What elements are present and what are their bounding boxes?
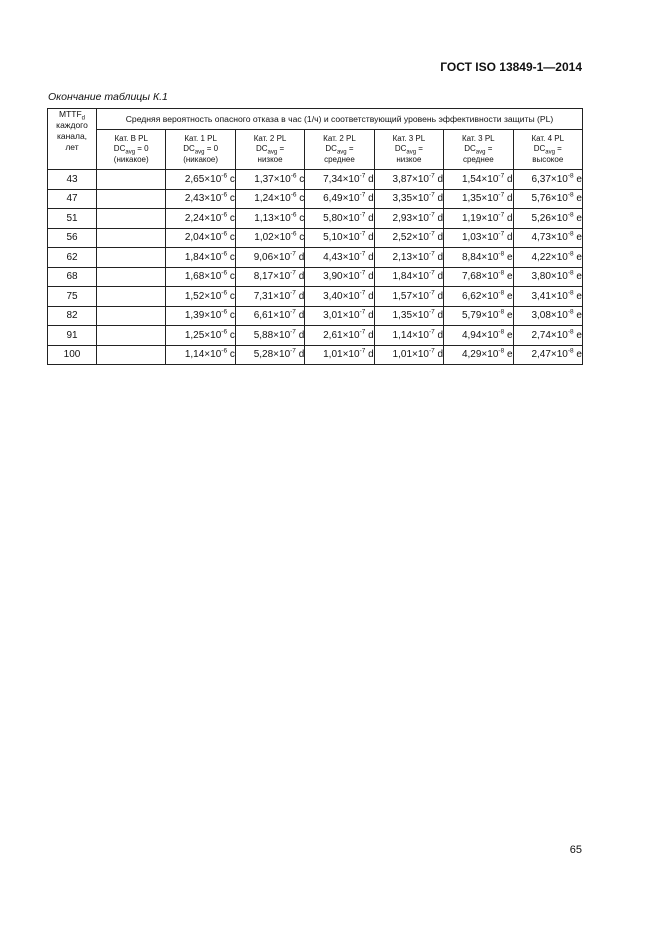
page-number: 65 xyxy=(569,844,582,856)
probability-cell: $2,43\times 10^{-6}$ c xyxy=(166,189,235,209)
probability-cell: $2,52\times 10^{-7}$ d xyxy=(374,228,443,248)
mttf-cell: 82 xyxy=(48,306,97,326)
mttf-cell: 91 xyxy=(48,326,97,346)
table-row xyxy=(48,228,583,248)
table-row xyxy=(48,326,583,346)
probability-cell xyxy=(97,189,166,209)
probability-cell xyxy=(97,287,166,307)
probability-cell: $4,29\times 10^{-8}$ e xyxy=(444,345,513,365)
probability-cell: $2,13\times 10^{-7}$ d xyxy=(374,248,443,268)
mttf-column-header xyxy=(48,109,97,170)
mttf-cell: 43 xyxy=(48,170,97,190)
probability-cell: $3,35\times 10^{-7}$ d xyxy=(374,189,443,209)
probability-cell: $6,61\times 10^{-7}$ d xyxy=(235,306,304,326)
mttf-cell: 100 xyxy=(48,345,97,365)
probability-cell: $2,04\times 10^{-6}$ c xyxy=(166,228,235,248)
mttf-label-line3: канала, xyxy=(56,131,88,141)
probability-cell: $1,57\times 10^{-7}$ d xyxy=(374,287,443,307)
mttf-subscript: d xyxy=(81,115,85,122)
reliability-table xyxy=(47,108,583,365)
probability-cell: $2,65\times 10^{-6}$ c xyxy=(166,170,235,190)
mttf-label: MTTF xyxy=(58,109,82,119)
table-row xyxy=(48,189,583,209)
probability-cell: $3,87\times 10^{-7}$ d xyxy=(374,170,443,190)
probability-cell: $1,02\times 10^{-6}$ c xyxy=(235,228,304,248)
probability-cell: $1,35\times 10^{-7}$ d xyxy=(374,306,443,326)
category-column-header: Кат. 2 PL $DC_{avg}$ = среднее xyxy=(305,130,374,170)
probability-cell xyxy=(97,326,166,346)
probability-cell xyxy=(97,267,166,287)
mttf-label-line4: лет xyxy=(65,142,79,152)
probability-cell: $6,49\times 10^{-7}$ d xyxy=(305,189,374,209)
probability-cell: $1,25\times 10^{-6}$ c xyxy=(166,326,235,346)
probability-cell: $1,24\times 10^{-6}$ c xyxy=(235,189,304,209)
table-row xyxy=(48,170,583,190)
mttf-cell: 75 xyxy=(48,287,97,307)
mttf-cell: 62 xyxy=(48,248,97,268)
mttf-cell: 68 xyxy=(48,267,97,287)
probability-cell: $1,13\times 10^{-6}$ c xyxy=(235,209,304,229)
probability-cell: $9,06\times 10^{-7}$ d xyxy=(235,248,304,268)
table-row xyxy=(48,209,583,229)
probability-cell: $3,08\times 10^{-8}$ e xyxy=(513,306,582,326)
probability-cell: $7,34\times 10^{-7}$ d xyxy=(305,170,374,190)
probability-cell xyxy=(97,209,166,229)
probability-cell: $3,41\times 10^{-8}$ e xyxy=(513,287,582,307)
probability-cell xyxy=(97,248,166,268)
probability-cell: $1,52\times 10^{-6}$ c xyxy=(166,287,235,307)
table-row xyxy=(48,248,583,268)
probability-cell: $1,54\times 10^{-7}$ d xyxy=(444,170,513,190)
probability-cell: $1,01\times 10^{-7}$ d xyxy=(305,345,374,365)
category-column-header: Кат. 2 PL $DC_{avg}$ = низкое xyxy=(235,130,304,170)
probability-cell: $2,47\times 10^{-8}$ e xyxy=(513,345,582,365)
category-column-header: Кат. 3 PL $DC_{avg}$ = низкое xyxy=(374,130,443,170)
probability-cell: $1,35\times 10^{-7}$ d xyxy=(444,189,513,209)
probability-cell: $5,26\times 10^{-8}$ e xyxy=(513,209,582,229)
probability-cell: $2,74\times 10^{-8}$ e xyxy=(513,326,582,346)
probability-cell xyxy=(97,228,166,248)
table-row xyxy=(48,306,583,326)
probability-cell: $4,22\times 10^{-8}$ e xyxy=(513,248,582,268)
probability-cell: $2,93\times 10^{-7}$ d xyxy=(374,209,443,229)
probability-cell: $5,76\times 10^{-8}$ e xyxy=(513,189,582,209)
probability-cell: $1,14\times 10^{-7}$ d xyxy=(374,326,443,346)
probability-cell: $6,37\times 10^{-8}$ e xyxy=(513,170,582,190)
probability-cell: $5,79\times 10^{-8}$ e xyxy=(444,306,513,326)
probability-cell: $4,94\times 10^{-8}$ e xyxy=(444,326,513,346)
probability-cell: $5,28\times 10^{-7}$ d xyxy=(235,345,304,365)
probability-cell: $1,37\times 10^{-6}$ c xyxy=(235,170,304,190)
probability-cell: $3,01\times 10^{-7}$ d xyxy=(305,306,374,326)
probability-cell xyxy=(97,170,166,190)
table-caption: Окончание таблицы К.1 xyxy=(48,91,168,103)
probability-cell: $1,39\times 10^{-6}$ c xyxy=(166,306,235,326)
probability-cell: $8,17\times 10^{-7}$ d xyxy=(235,267,304,287)
probability-cell: $1,68\times 10^{-6}$ c xyxy=(166,267,235,287)
mttf-label-line2: каждого xyxy=(56,120,88,130)
probability-cell: $2,61\times 10^{-7}$ d xyxy=(305,326,374,346)
category-column-header: Кат. 3 PL $DC_{avg}$ = среднее xyxy=(444,130,513,170)
probability-cell: $3,90\times 10^{-7}$ d xyxy=(305,267,374,287)
probability-cell: $1,84\times 10^{-6}$ c xyxy=(166,248,235,268)
table-row xyxy=(48,287,583,307)
probability-cell: $4,43\times 10^{-7}$ d xyxy=(305,248,374,268)
probability-cell: $8,84\times 10^{-8}$ e xyxy=(444,248,513,268)
probability-cell: $5,10\times 10^{-7}$ d xyxy=(305,228,374,248)
probability-cell: $1,01\times 10^{-7}$ d xyxy=(374,345,443,365)
mttf-cell: 47 xyxy=(48,189,97,209)
probability-cell: $1,84\times 10^{-7}$ d xyxy=(374,267,443,287)
probability-cell: $1,19\times 10^{-7}$ d xyxy=(444,209,513,229)
table-row xyxy=(48,267,583,287)
table-row xyxy=(48,345,583,365)
probability-cell: $7,68\times 10^{-8}$ e xyxy=(444,267,513,287)
probability-cell: $4,73\times 10^{-8}$ e xyxy=(513,228,582,248)
probability-cell: $5,88\times 10^{-7}$ d xyxy=(235,326,304,346)
category-column-header: Кат. 1 PL $DC_{avg} = 0$ (никакое) xyxy=(166,130,235,170)
mttf-cell: 51 xyxy=(48,209,97,229)
document-header: ГОСТ ISO 13849-1—2014 xyxy=(440,60,582,74)
probability-cell: $1,03\times 10^{-7}$ d xyxy=(444,228,513,248)
probability-cell xyxy=(97,306,166,326)
probability-cell xyxy=(97,345,166,365)
probability-cell: $6,62\times 10^{-8}$ e xyxy=(444,287,513,307)
probability-cell: $5,80\times 10^{-7}$ d xyxy=(305,209,374,229)
probability-cell: $7,31\times 10^{-7}$ d xyxy=(235,287,304,307)
probability-cell: $3,40\times 10^{-7}$ d xyxy=(305,287,374,307)
category-column-header: Кат. 4 PL $DC_{avg}$ = высокое xyxy=(513,130,582,170)
probability-cell: $1,14\times 10^{-6}$ c xyxy=(166,345,235,365)
probability-span-header: Средняя вероятность опасного отказа в час (1/ч) и соответствующий уровень эффективности защиты (PL) xyxy=(97,109,583,130)
probability-cell: $2,24\times 10^{-6}$ c xyxy=(166,209,235,229)
probability-cell: $3,80\times 10^{-8}$ e xyxy=(513,267,582,287)
category-column-header: Кат. B PL $DC_{avg} = 0$ (никакое) xyxy=(97,130,166,170)
mttf-cell: 56 xyxy=(48,228,97,248)
